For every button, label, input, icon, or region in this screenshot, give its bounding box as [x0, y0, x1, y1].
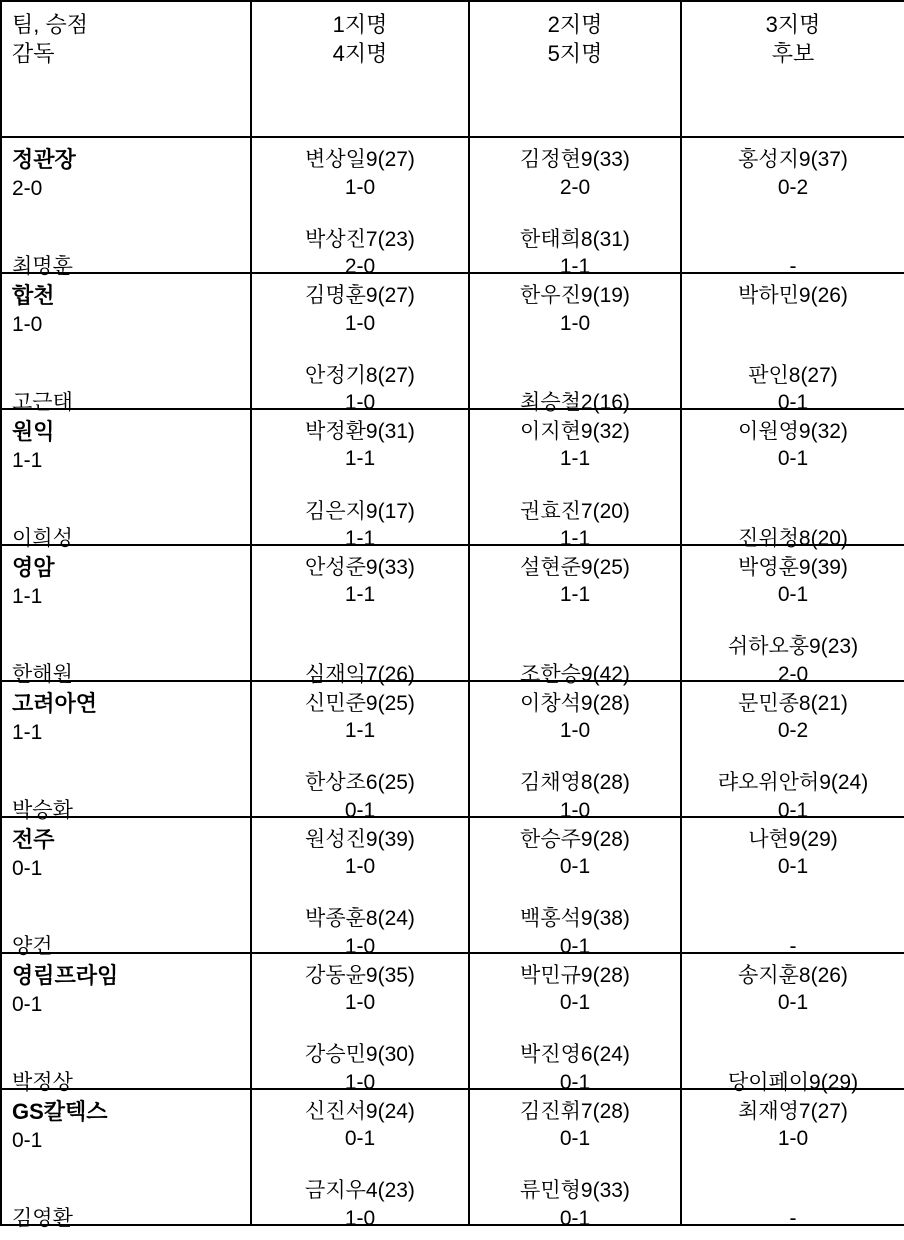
pick-cell-1 [251, 1089, 469, 1230]
player-name: 원성진9(39) [305, 828, 415, 852]
team-cell [1, 409, 251, 550]
player-score: 1-0 [344, 934, 376, 958]
team-coach: 이희성 [12, 526, 73, 550]
player-name: 한승주9(28) [520, 828, 630, 852]
player-name: 안성준9(33) [305, 556, 415, 580]
header-cell-pick-3 [681, 1, 904, 137]
pick-cell-3 [681, 409, 904, 550]
player-name: 김명훈9(27) [305, 284, 415, 308]
pick-cell-1 [251, 545, 469, 686]
header-cell-team [1, 1, 251, 137]
player-score: 0-2 [777, 175, 809, 199]
pick-cell-3 [681, 545, 904, 686]
player-score: 1-1 [559, 583, 591, 607]
player-name: - [789, 1206, 797, 1230]
player-name: 김채영8(28) [520, 771, 630, 795]
header-pick2-line1: 2지명 [547, 12, 603, 37]
header-cell-pick-2 [469, 1, 681, 137]
table-row [1, 953, 904, 1089]
player-name: 박영훈9(39) [738, 556, 848, 580]
table-row [1, 1089, 904, 1225]
pick-cell-1 [251, 273, 469, 414]
pick-cell-3 [681, 273, 904, 414]
team-coach: 고근태 [12, 390, 73, 414]
player-name: 류민형9(33) [520, 1179, 630, 1203]
player-name: 이창석9(28) [520, 692, 630, 716]
player-name: 강동윤9(35) [305, 963, 415, 987]
player-name: 홍성지9(37) [738, 148, 848, 172]
team-cell [1, 817, 251, 958]
pick-cell-2 [469, 137, 681, 278]
player-score: 1-0 [559, 311, 591, 335]
player-score: 0-2 [777, 719, 809, 743]
player-score: 2-0 [344, 254, 376, 278]
player-score: 1-0 [344, 311, 376, 335]
team-cell [1, 273, 251, 414]
team-cell [1, 545, 251, 686]
player-name: 신진서9(24) [305, 1099, 415, 1123]
team-coach: 한해원 [12, 662, 73, 686]
player-name: 변상일9(27) [305, 148, 415, 172]
player-name: 문민종8(21) [738, 692, 848, 716]
pick-cell-1 [251, 953, 469, 1094]
team-name: 영림프라임 [12, 962, 119, 988]
player-name: 박하민9(26) [738, 284, 848, 308]
team-record: 0-1 [12, 1128, 43, 1152]
player-score: 0-1 [559, 855, 591, 879]
player-name: 이원영9(32) [738, 420, 848, 444]
player-name: 한상조6(25) [305, 771, 415, 795]
player-name: 이지현9(32) [520, 420, 630, 444]
team-name: 합천 [12, 283, 55, 309]
team-name: 고려아연 [12, 691, 98, 717]
player-name: 판인8(27) [748, 363, 838, 387]
player-name: 최승철2(16) [520, 390, 630, 414]
header-cell-pick-1 [251, 1, 469, 137]
pick-cell-3 [681, 953, 904, 1094]
player-name: 최재영7(27) [738, 1099, 848, 1123]
player-score: 1-0 [559, 798, 591, 822]
player-name: - [789, 934, 797, 958]
team-record: 2-0 [12, 176, 43, 200]
player-score: 0-1 [777, 447, 809, 471]
player-name: 심재익7(26) [305, 662, 415, 686]
player-name: 금지우4(23) [305, 1179, 415, 1203]
team-cell [1, 953, 251, 1094]
player-score: 1-1 [559, 447, 591, 471]
player-score: 2-0 [777, 662, 809, 686]
player-score: 0-1 [777, 798, 809, 822]
player-score: 0-1 [559, 1206, 591, 1230]
player-name: 김은지9(17) [305, 499, 415, 523]
table-row [1, 681, 904, 817]
pick-cell-2 [469, 409, 681, 550]
pick-cell-3 [681, 1089, 904, 1230]
header-pick1-line1: 1지명 [332, 12, 388, 37]
team-name: GS칼텍스 [12, 1098, 108, 1124]
team-name: 정관장 [12, 147, 76, 173]
player-score: 0-1 [559, 934, 591, 958]
pick-cell-2 [469, 1089, 681, 1230]
header-pick1-line2: 4지명 [332, 41, 388, 67]
team-record: 1-1 [12, 584, 43, 608]
team-coach: 양건 [12, 934, 53, 958]
pick-cell-3 [681, 137, 904, 278]
player-score: 0-1 [777, 390, 809, 414]
player-score: 1-0 [344, 991, 376, 1015]
pick-cell-1 [251, 409, 469, 550]
team-name: 영암 [12, 555, 55, 581]
player-score: 0-1 [559, 1127, 591, 1151]
player-name: 나현9(29) [748, 828, 838, 852]
player-name: 랴오위안허9(24) [717, 771, 869, 795]
team-coach: 박승화 [12, 798, 73, 822]
team-coach: 박정상 [12, 1070, 73, 1094]
player-score: 1-1 [559, 254, 591, 278]
player-score: 1-0 [777, 1127, 809, 1151]
player-score: 1-1 [344, 526, 376, 550]
pick-cell-2 [469, 273, 681, 414]
pick-cell-2 [469, 817, 681, 958]
pick-cell-2 [469, 953, 681, 1094]
player-score: 0-1 [344, 1127, 376, 1151]
team-record: 1-1 [12, 448, 43, 472]
player-score: 1-0 [344, 175, 376, 199]
player-score: 1-1 [344, 447, 376, 471]
player-name: 박진영6(24) [520, 1043, 630, 1067]
pick-cell-2 [469, 681, 681, 822]
player-score: 2-0 [559, 175, 591, 199]
header-pick3-line1: 3지명 [765, 12, 821, 37]
player-score: 1-0 [559, 719, 591, 743]
pick-cell-3 [681, 817, 904, 958]
player-name: 김진휘7(28) [520, 1099, 630, 1123]
team-record: 0-1 [12, 856, 43, 880]
player-name: 권효진7(20) [520, 499, 630, 523]
table-row [1, 817, 904, 953]
table-header-row [1, 1, 904, 137]
header-team-line2: 감독 [12, 41, 55, 67]
player-score: 0-1 [344, 798, 376, 822]
team-record: 1-1 [12, 720, 43, 744]
header-team-line1: 팀, 승점 [12, 12, 88, 37]
team-cell [1, 1089, 251, 1230]
pick-cell-1 [251, 681, 469, 822]
table-row [1, 409, 904, 545]
player-name: 박정환9(31) [305, 420, 415, 444]
player-name: 한우진9(19) [520, 284, 630, 308]
player-score: 1-1 [344, 583, 376, 607]
player-name: 박종훈8(24) [305, 907, 415, 931]
player-score: 1-1 [344, 719, 376, 743]
player-name: 백홍석9(38) [520, 907, 630, 931]
player-name: 당이페이9(29) [727, 1070, 859, 1094]
player-score: 1-0 [344, 855, 376, 879]
team-record: 1-0 [12, 312, 43, 336]
player-name: 한태희8(31) [520, 227, 630, 251]
team-coach: 김영환 [12, 1206, 73, 1230]
pick-cell-1 [251, 817, 469, 958]
player-score: 1-0 [344, 390, 376, 414]
player-name: 쉬하오훙9(23) [727, 635, 859, 659]
player-name: 신민준9(25) [305, 692, 415, 716]
player-name: 송지훈8(26) [738, 963, 848, 987]
table-row [1, 545, 904, 681]
player-score: 0-1 [559, 991, 591, 1015]
player-score: 1-0 [344, 1206, 376, 1230]
player-name: 안정기8(27) [305, 363, 415, 387]
player-name: 박상진7(23) [305, 227, 415, 251]
pick-cell-3 [681, 681, 904, 822]
player-score: 0-1 [777, 583, 809, 607]
player-name: 김정현9(33) [520, 148, 630, 172]
player-name: - [789, 254, 797, 278]
player-score: 0-1 [559, 1070, 591, 1094]
player-name: 진위청8(20) [738, 526, 848, 550]
pick-cell-2 [469, 545, 681, 686]
team-name: 전주 [12, 827, 55, 853]
player-score: 0-1 [777, 991, 809, 1015]
player-name: 박민규9(28) [520, 963, 630, 987]
player-name: 설현준9(25) [520, 556, 630, 580]
team-name: 원익 [12, 419, 55, 445]
team-cell [1, 137, 251, 278]
player-score: 1-1 [559, 526, 591, 550]
player-score: 1-0 [344, 1070, 376, 1094]
team-record: 0-1 [12, 992, 43, 1016]
player-name: 강승민9(30) [305, 1043, 415, 1067]
table-row [1, 137, 904, 273]
header-pick2-line2: 5지명 [547, 41, 603, 67]
team-cell [1, 681, 251, 822]
team-coach: 최명훈 [12, 254, 73, 278]
pick-cell-1 [251, 137, 469, 278]
header-pick3-line2: 후보 [771, 41, 815, 67]
player-score: 0-1 [777, 855, 809, 879]
player-name: 조한승9(42) [520, 662, 630, 686]
table-row [1, 273, 904, 409]
